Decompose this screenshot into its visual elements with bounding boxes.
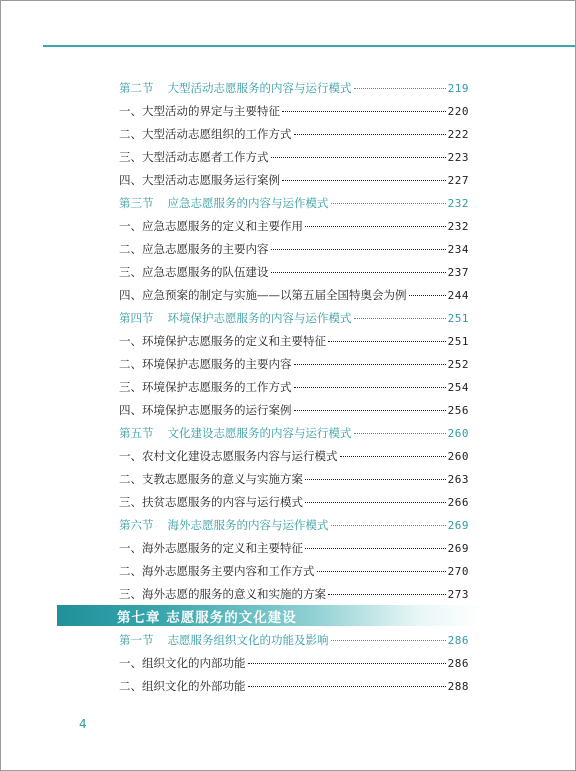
toc-entry-label: 二、 [119,357,142,371]
toc-dot-leader [328,594,446,595]
toc-entry-label: 一、 [119,541,142,555]
toc-entry-label: 一、 [119,449,142,463]
toc-entry-title: 大型活动志愿组织的工作方式 [142,127,292,141]
chapter-title: 第七章 志愿服务的文化建设 [117,609,297,626]
toc-dot-leader [305,502,446,503]
toc-page-number: 234 [447,243,469,256]
toc-page-number: 269 [447,519,469,532]
toc-entry-title: 大型活动志愿服务运行案例 [142,173,280,187]
toc-entry-label: 二、 [119,679,142,693]
toc-page-number: 223 [447,151,469,164]
toc-entry-title: 海外志愿服务的内容与运作模式 [167,518,329,532]
toc-section-entry[interactable] [119,192,469,215]
toc-item-entry[interactable] [119,468,469,491]
toc-page-number: 266 [447,496,469,509]
toc-item-entry[interactable] [119,330,469,353]
toc-page-number: 237 [447,266,469,279]
toc-dot-leader [294,410,446,411]
toc-page-number: 263 [447,473,469,486]
toc-dot-leader [354,433,446,434]
toc-entry-label: 第三节 [119,196,154,210]
toc-page-number: 256 [447,404,469,417]
toc-item-entry[interactable] [119,100,469,123]
toc-dot-leader [282,111,446,112]
toc-entry-label: 四、 [119,403,142,417]
toc-entry-label: 三、 [119,495,142,509]
toc-page-number: 270 [447,565,469,578]
toc-entry-title: 环境保护志愿服务的工作方式 [142,380,292,394]
toc-dot-leader [294,134,446,135]
toc-page-number: 244 [447,289,469,302]
toc-entry-label: 第一节 [119,633,154,647]
toc-entry-label: 一、 [119,656,142,670]
toc-entry-label: 三、 [119,265,142,279]
toc-entry-title: 志愿服务组织文化的功能及影响 [167,633,329,647]
toc-dot-leader [354,318,446,319]
toc-page-number: 254 [447,381,469,394]
toc-entry-title: 大型活动的界定与主要特征 [142,104,280,118]
toc-dot-leader [409,295,446,296]
table-of-contents-continued [119,629,469,698]
toc-entry-label: 四、 [119,173,142,187]
toc-item-entry[interactable] [119,353,469,376]
toc-page-number: 219 [447,82,469,95]
chapter-heading-band [57,605,481,626]
toc-entry-title: 组织文化的内部功能 [142,656,246,670]
toc-page-number: 288 [447,680,469,693]
toc-page-number: 260 [447,450,469,463]
toc-dot-leader [331,525,446,526]
toc-item-entry[interactable] [119,261,469,284]
toc-item-entry[interactable] [119,560,469,583]
toc-dot-leader [354,88,446,89]
toc-item-entry[interactable] [119,376,469,399]
toc-page-number: 269 [447,542,469,555]
toc-item-entry[interactable] [119,583,469,606]
toc-entry-label: 第二节 [119,81,154,95]
toc-dot-leader [271,249,446,250]
toc-item-entry[interactable] [119,445,469,468]
toc-dot-leader [328,341,446,342]
toc-dot-leader [271,157,446,158]
toc-item-entry[interactable] [119,123,469,146]
toc-item-entry[interactable] [119,652,469,675]
toc-section-entry[interactable] [119,77,469,100]
header-rule [43,45,575,47]
toc-page-number: 286 [447,657,469,670]
toc-page-number: 252 [447,358,469,371]
toc-entry-title: 海外志愿的服务的意义和实施的方案 [142,587,326,601]
toc-entry-title: 大型活动志愿服务的内容与运行模式 [167,81,352,95]
toc-entry-label: 第四节 [119,311,154,325]
toc-entry-label: 三、 [119,150,142,164]
toc-item-entry[interactable] [119,491,469,514]
toc-section-entry[interactable] [119,307,469,330]
toc-item-entry[interactable] [119,537,469,560]
toc-dot-leader [248,663,446,664]
toc-item-entry[interactable] [119,169,469,192]
toc-item-entry[interactable] [119,399,469,422]
toc-page-number: 273 [447,588,469,601]
toc-dot-leader [271,272,446,273]
toc-page-number: 251 [447,312,469,325]
toc-dot-leader [305,226,446,227]
toc-dot-leader [305,548,446,549]
toc-entry-title: 海外志愿服务的定义和主要特征 [142,541,303,555]
toc-entry-title: 应急志愿服务的内容与运作模式 [167,196,329,210]
toc-entry-label: 第五节 [119,426,154,440]
toc-entry-title: 文化建设志愿服务的内容与运行模式 [167,426,352,440]
toc-entry-title: 应急志愿服务的队伍建设 [142,265,269,279]
toc-section-entry[interactable] [119,422,469,445]
toc-item-entry[interactable] [119,238,469,261]
toc-dot-leader [331,203,446,204]
toc-entry-title: 扶贫志愿服务的内容与运行模式 [142,495,303,509]
table-of-contents [119,77,469,606]
toc-dot-leader [294,387,446,388]
toc-entry-title: 农村文化建设志愿服务内容与运行模式 [142,449,338,463]
toc-entry-label: 二、 [119,127,142,141]
toc-entry-label: 四、 [119,288,142,302]
toc-page-number: 232 [447,197,469,210]
toc-section-entry[interactable] [119,629,469,652]
page-number: 4 [79,717,87,731]
toc-entry-label: 三、 [119,587,142,601]
toc-entry-title: 支教志愿服务的意义与实施方案 [142,472,303,486]
toc-entry-label: 一、 [119,219,142,233]
toc-dot-leader [305,479,446,480]
toc-page-number: 232 [447,220,469,233]
toc-entry-label: 第六节 [119,518,154,532]
toc-dot-leader [248,686,446,687]
toc-entry-title: 海外志愿服务主要内容和工作方式 [142,564,315,578]
toc-page-number: 222 [447,128,469,141]
toc-entry-title: 组织文化的外部功能 [142,679,246,693]
toc-entry-label: 二、 [119,564,142,578]
toc-entry-label: 一、 [119,104,142,118]
toc-entry-title: 环境保护志愿服务的主要内容 [142,357,292,371]
toc-item-entry[interactable] [119,284,469,307]
toc-item-entry[interactable] [119,675,469,698]
toc-dot-leader [331,640,446,641]
toc-entry-title: 应急预案的制定与实施——以第五届全国特奥会为例 [142,288,407,302]
toc-page-number: 286 [447,634,469,647]
toc-entry-title: 环境保护志愿服务的定义和主要特征 [142,334,326,348]
toc-entry-title: 环境保护志愿服务的内容与运作模式 [167,311,352,325]
toc-section-entry[interactable] [119,514,469,537]
toc-dot-leader [282,180,446,181]
toc-dot-leader [294,364,446,365]
toc-dot-leader [317,571,446,572]
toc-entry-label: 三、 [119,380,142,394]
toc-entry-title: 应急志愿服务的主要内容 [142,242,269,256]
toc-page-number: 251 [447,335,469,348]
toc-page-number: 220 [447,105,469,118]
toc-entry-label: 二、 [119,242,142,256]
toc-entry-title: 环境保护志愿服务的运行案例 [142,403,292,417]
toc-dot-leader [340,456,446,457]
toc-entry-title: 大型活动志愿者工作方式 [142,150,269,164]
toc-item-entry[interactable] [119,146,469,169]
toc-entry-label: 二、 [119,472,142,486]
toc-entry-label: 一、 [119,334,142,348]
toc-page-number: 227 [447,174,469,187]
toc-entry-title: 应急志愿服务的定义和主要作用 [142,219,303,233]
toc-page-number: 260 [447,427,469,440]
toc-item-entry[interactable] [119,215,469,238]
